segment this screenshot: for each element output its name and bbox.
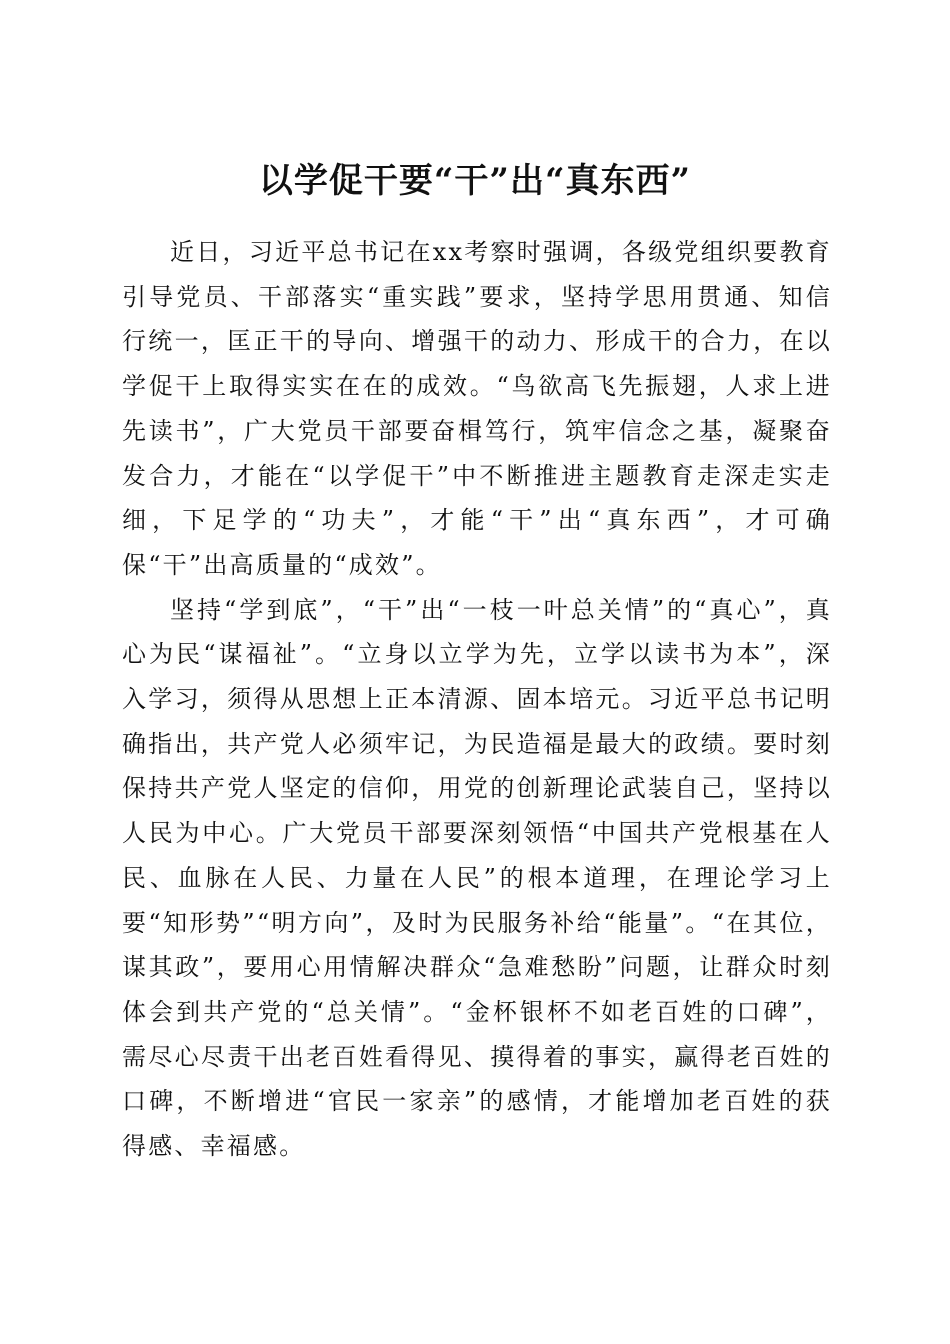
paragraph-1: 近日，习近平总书记在xx考察时强调，各级党组织要教育引导党员、干部落实“重实践”要求，坚持学思用贯通、知信行统一，匡正干的导向、增强干的动力、形成干的合力，在以学促干上取得实实在在的成效。“鸟欲高飞先振翅，人求上进先读书”，广大党员干部要奋楫笃行，筑牢信念之基，凝聚奋发合力，才能在“以学促干”中不断推进主题教育走深走实走细，下足学的“功夫”，才能“干”出“真东西”，才可确保“干”出高质量的“成效”。: [122, 238, 832, 579]
paragraph-2: 坚持“学到底”，“干”出“一枝一叶总关情”的“真心”，真心为民“谋福祉”。“立身以立学为先，立学以读书为本”，深入学习，须得从思想上正本清源、固本培元。习近平总书记明确指出，共产党人必须牢记，为民造福是最大的政绩。要时刻保持共产党人坚定的信仰，用党的创新理论武装自己，坚持以人民为中心。广大党员干部要深刻领悟“中国共产党根基在人民、血脉在人民、力量在人民”的根本道理，在理论学习上要“知形势”“明方向”，及时为民服务补给“能量”。“在其位，谋其政”，要用心用情解决群众“急难愁盼”问题，让群众时刻体会到共产党的“总关情”。“金杯银杯不如老百姓的口碑”，需尽心尽责干出老百姓看得见、摸得着的事实，赢得老百姓的口碑，不断增进“官民一家亲”的感情，才能增加老百姓的获得感、幸福感。: [122, 595, 832, 1161]
document-body: [122, 230, 832, 1169]
document-title: 以学促干要“干”出“真东西”: [258, 160, 692, 201]
